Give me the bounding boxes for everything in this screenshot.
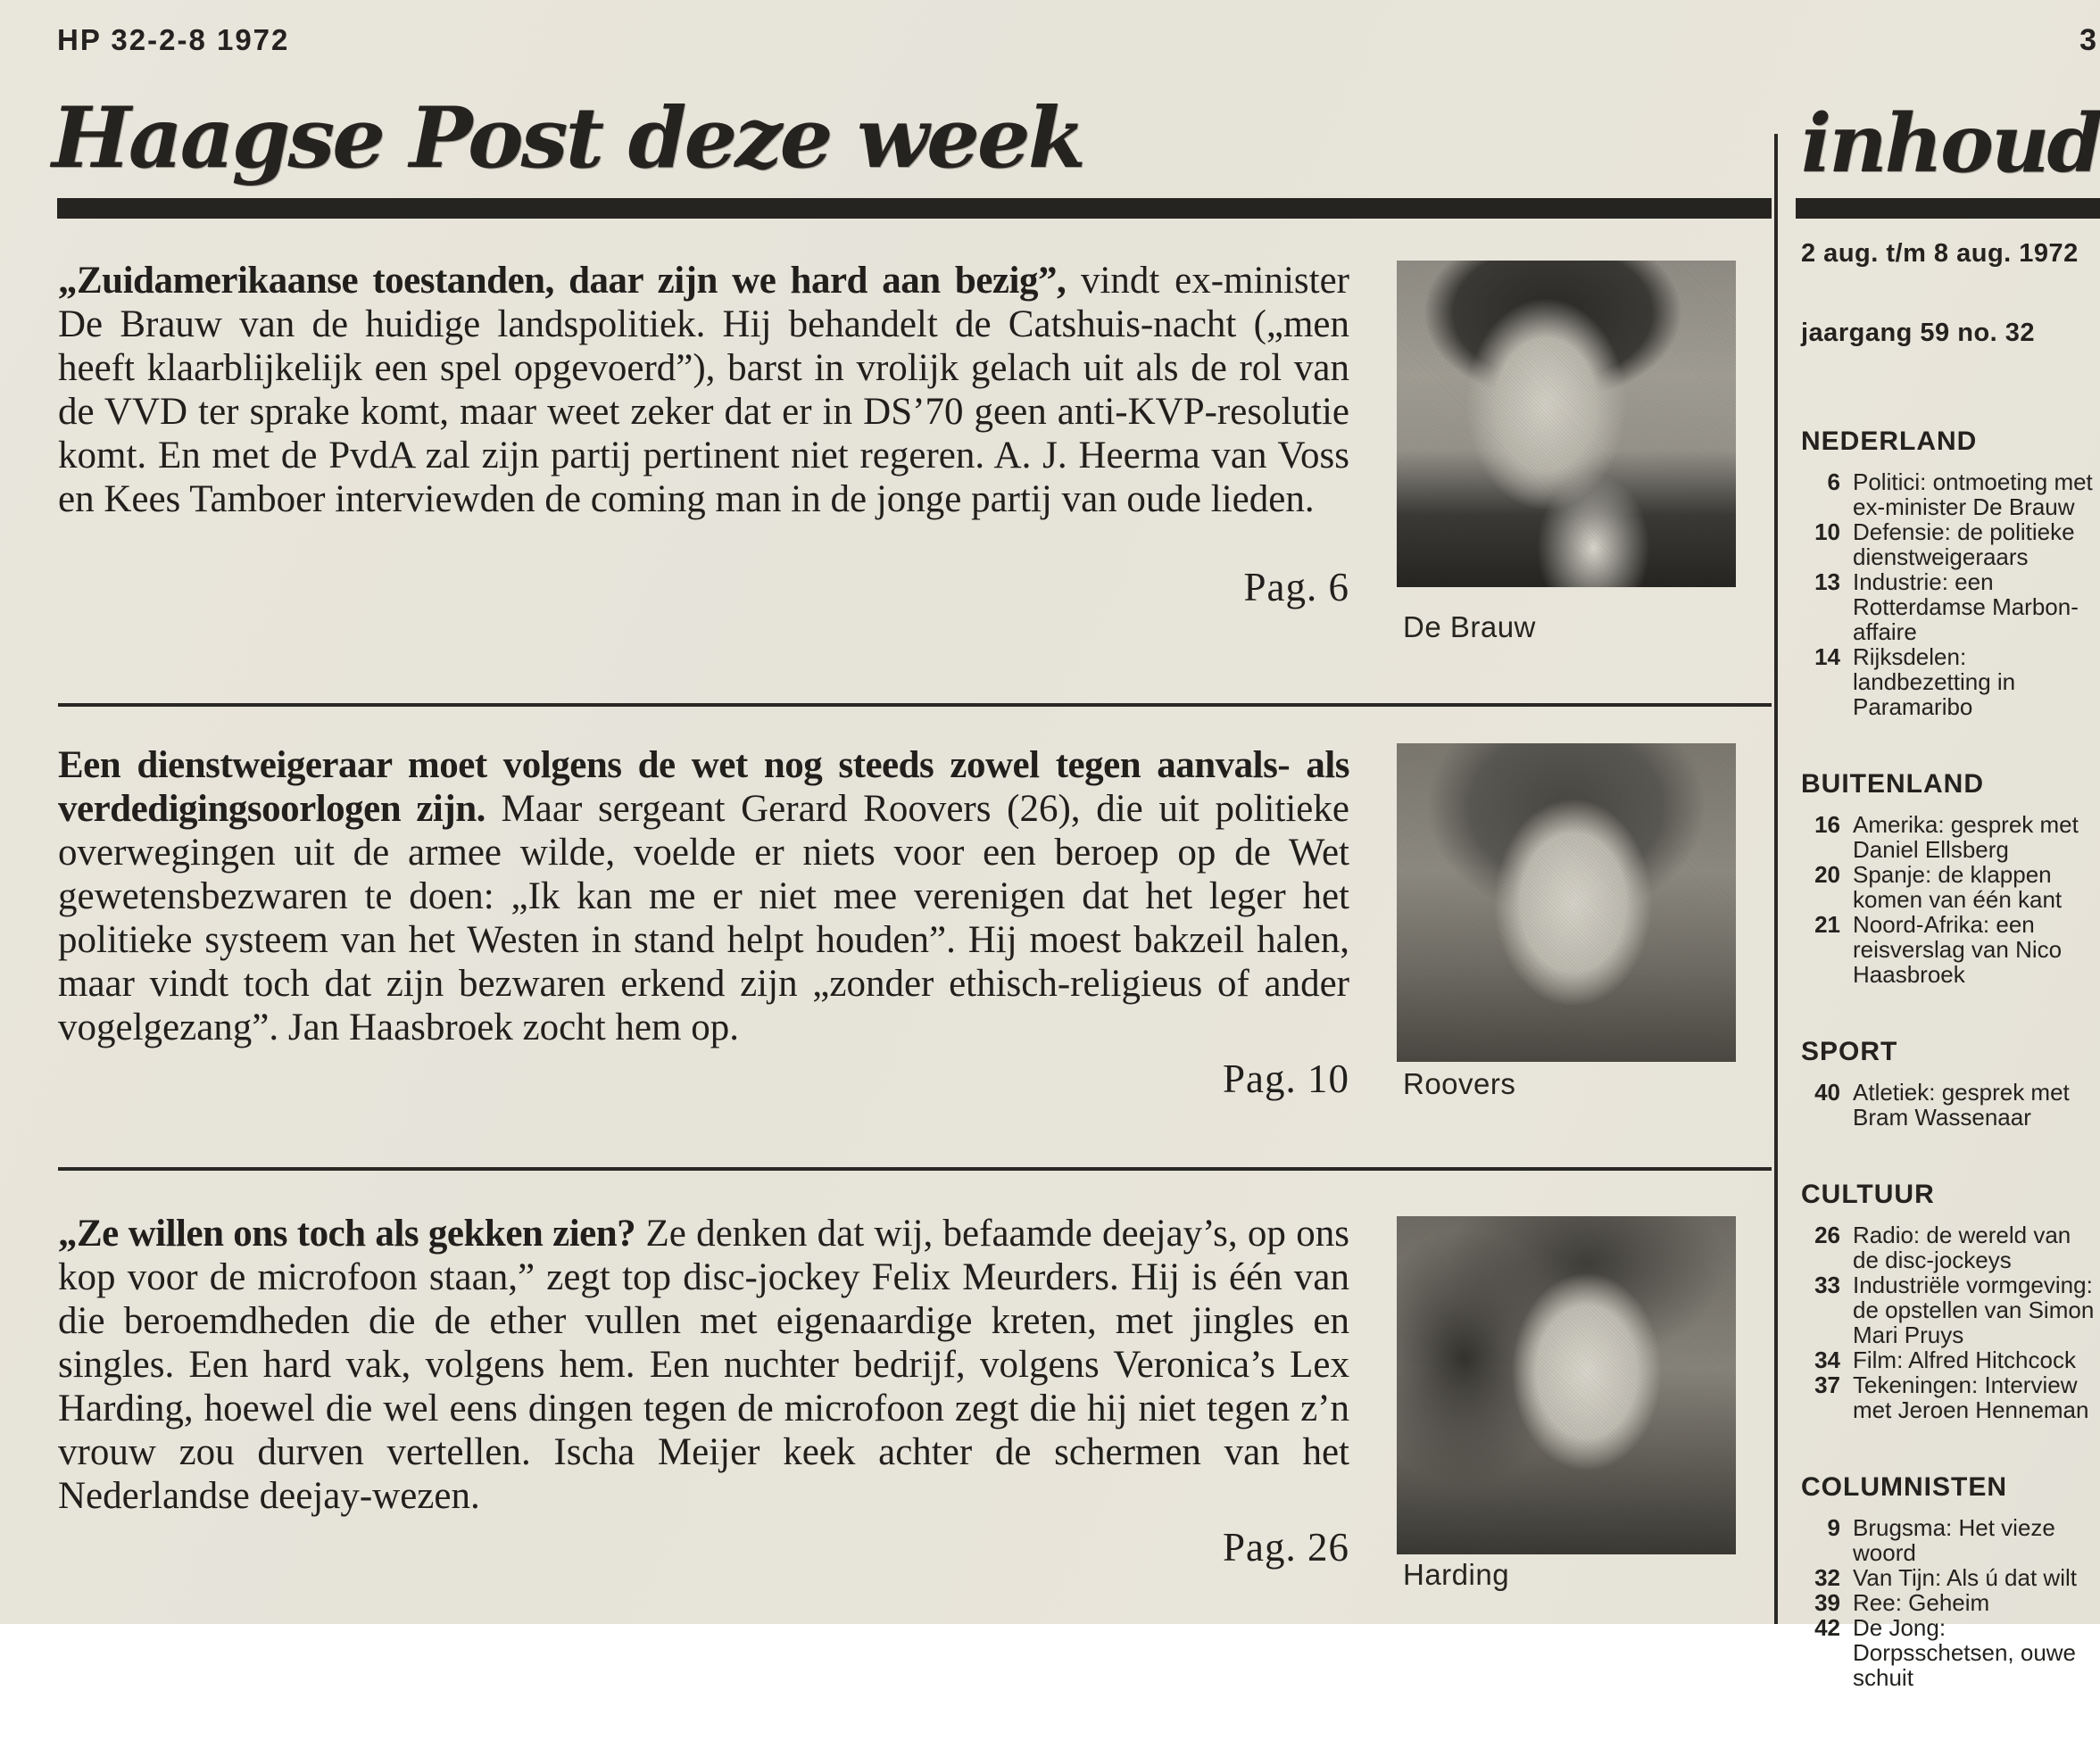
- toc-item-page: 39: [1814, 1589, 1840, 1616]
- toc-section-title: SPORT: [1801, 1037, 1898, 1066]
- toc-item-text: Spanje: de klappen komen van één kant: [1853, 861, 2063, 913]
- toc-item-page: 21: [1814, 911, 1840, 938]
- toc-item-text: De Jong: Dorpsschetsen, ouwe schuit: [1853, 1614, 2077, 1691]
- page-number: 3: [2079, 23, 2096, 57]
- toc-item-page: 9: [1827, 1514, 1840, 1541]
- article-summary-roovers: [58, 743, 1349, 1100]
- photo-caption-roovers: Roovers: [1403, 1067, 1516, 1100]
- toc-item: [1801, 469, 2100, 519]
- toc-item-text: Rijksdelen: landbezetting in Paramaribo: [1853, 643, 2016, 720]
- column-divider: [1774, 134, 1778, 1624]
- page-title: Haagse Post deze week: [52, 89, 1083, 187]
- toc-item-page: 37: [1814, 1371, 1840, 1398]
- toc-item-text: Defensie: de politieke dienstweigeraars: [1853, 518, 2075, 570]
- toc-section-cultuur: [1801, 1180, 2100, 1422]
- toc-item-text: Van Tijn: Als ú dat wilt: [1853, 1564, 2077, 1591]
- toc-item-page: 40: [1814, 1079, 1840, 1106]
- toc-item-text: Amerika: gesprek met Daniel Ellsberg: [1853, 811, 2079, 863]
- title-rule: [57, 198, 1772, 219]
- photo-harding: [1397, 1216, 1736, 1554]
- article-lead: Een dienstweigeraar moet volgens de wet nog steeds zowel tegen aanvals- als verdedigingsoorlogen zijn.: [58, 744, 1349, 830]
- toc-item-page: 32: [1814, 1564, 1840, 1591]
- toc-sections: [1801, 427, 2100, 1690]
- toc-item: [1801, 1272, 2100, 1347]
- toc-date-range: 2 aug. t/m 8 aug. 1972: [1801, 239, 2079, 268]
- toc-item-page: 14: [1814, 643, 1840, 670]
- toc-item-text: Ree: Geheim: [1853, 1589, 1990, 1616]
- toc-issue: jaargang 59 no. 32: [1801, 319, 2036, 347]
- toc-item-page: 10: [1814, 518, 1840, 545]
- toc-item: [1801, 1222, 2100, 1272]
- toc-item-text: Tekeningen: Interview met Jeroen Henneman: [1853, 1371, 2089, 1423]
- article-body: Ze denken dat wij, befaamde deejay’s, op ons kop voor de microfoon staan,” zegt top disc-jockey Felix Meurders. Hij is één van die beroemdheden die de ether vullen met eigenaardige kreten, met jingles en singles. Een hard vak, volgens hem. Een nuchter bedrijf, volgens Veronica’s Lex Harding, hoewel die wel eens dingen tegen de microfoon zegt die hij niet tegen z’n vrouw zou durven vertellen. Ischa Meijer keek achter de schermen van het Nederlandse deejay-wezen.: [58, 1213, 1349, 1517]
- toc-body: [1801, 239, 2100, 1740]
- photo-caption-harding: Harding: [1403, 1558, 1510, 1591]
- toc-item-page: 33: [1814, 1272, 1840, 1298]
- issue-code: HP 32-2-8 1972: [57, 23, 290, 56]
- toc-item-page: 42: [1814, 1614, 1840, 1641]
- article-lead: „Zuidamerikaanse toestanden, daar zijn we hard aan bezig”,: [58, 260, 1067, 302]
- photo-roovers: [1397, 743, 1736, 1062]
- toc-item: [1801, 519, 2100, 569]
- toc-section-title: CULTUUR: [1801, 1180, 1935, 1209]
- toc-item: [1801, 1347, 2100, 1372]
- toc-item-text: Industriële vormgeving: de opstellen van Simon Mari Pruys: [1853, 1272, 2095, 1348]
- toc-section-columnisten: [1801, 1472, 2100, 1690]
- page-reference: Pag. 10: [1223, 1056, 1349, 1101]
- photo-de-brauw: [1397, 261, 1736, 587]
- toc-item-page: 26: [1814, 1222, 1840, 1248]
- toc-item: [1801, 1515, 2100, 1565]
- toc-item-text: Atletiek: gesprek met Bram Wassenaar: [1853, 1079, 2070, 1131]
- toc-item: [1801, 569, 2100, 644]
- toc-item-text: Radio: de wereld van de disc-jockeys: [1853, 1222, 2071, 1273]
- toc-item: [1801, 1565, 2100, 1590]
- article-summary-harding: [58, 1212, 1349, 1569]
- toc-item-text: Brugsma: Het vieze woord: [1853, 1514, 2055, 1566]
- toc-item-text: Film: Alfred Hitchcock: [1853, 1346, 2076, 1373]
- toc-item: [1801, 1080, 2100, 1130]
- toc-item: [1801, 1372, 2100, 1422]
- toc-section-buitenland: [1801, 769, 2100, 987]
- toc-item: [1801, 1615, 2100, 1690]
- photo-caption-de-brauw: De Brauw: [1403, 610, 1536, 643]
- article-separator: [58, 703, 1772, 707]
- article-separator: [58, 1167, 1772, 1171]
- article-text: [58, 259, 1349, 521]
- article-summary-de-brauw: [58, 259, 1349, 609]
- toc-item-text: Politici: ontmoeting met ex-minister De Brauw: [1853, 468, 2093, 520]
- article-text: [58, 1212, 1349, 1518]
- article-body: Maar sergeant Gerard Roovers (26), die uit politieke overwegingen uit de armee wilde, voelde er niets voor een beroep op de Wet gewetensbezwaren te doen: „Ik kan me er niet mee verenigen dat het leger het politieke systeem van het Westen in stand helpt houden”. Hij moest bakzeil halen, maar vindt toch dat zijn bezwaren erkend zijn „zonder ethisch-religieus of ander vogelgezang”. Jan Haasbroek zocht hem op.: [58, 788, 1349, 1048]
- toc-item-text: Noord-Afrika: een reisverslag van Nico Haasbroek: [1853, 911, 2063, 988]
- toc-item-page: 20: [1814, 861, 1840, 888]
- article-lead: „Ze willen ons toch als gekken zien?: [58, 1213, 636, 1255]
- article-body: vindt ex-minister De Brauw van de huidige landspolitiek. Hij behandelt de Catshuis-nacht („men heeft klaarblijkelijk een spel opgevoerd”), barst in vrolijk gelach uit als de rol van de VVD ter sprake komt, maar weet zeker dat er in DS’70 geen anti-KVP-resolutie komt. En met de PvdA zal zijn partij pertinent niet regeren. A. J. Heerma van Voss en Kees Tamboer interviewden de coming man in de jonge partij van oude lieden.: [58, 260, 1349, 520]
- toc-item-page: 6: [1827, 468, 1840, 495]
- toc-section-sport: [1801, 1037, 2100, 1130]
- toc-item: [1801, 912, 2100, 987]
- toc-section-nederland: [1801, 427, 2100, 719]
- page-reference: Pag. 26: [1223, 1525, 1349, 1570]
- toc-item-page: 13: [1814, 568, 1840, 595]
- toc-item: [1801, 812, 2100, 862]
- toc-title: inhoud: [1801, 96, 2100, 191]
- toc-section-title: COLUMNISTEN: [1801, 1472, 2007, 1502]
- page-reference: Pag. 6: [1243, 565, 1349, 609]
- toc-item: [1801, 862, 2100, 912]
- toc-section-title: NEDERLAND: [1801, 427, 1978, 456]
- toc-column: [1797, 0, 2100, 1691]
- toc-item: [1801, 644, 2100, 719]
- toc-item-text: Industrie: een Rotterdamse Marbon-affaire: [1853, 568, 2079, 645]
- toc-item-page: 34: [1814, 1346, 1840, 1373]
- toc-item-page: 16: [1814, 811, 1840, 838]
- toc-section-title: BUITENLAND: [1801, 769, 1984, 799]
- toc-item: [1801, 1590, 2100, 1615]
- article-text: [58, 743, 1349, 1049]
